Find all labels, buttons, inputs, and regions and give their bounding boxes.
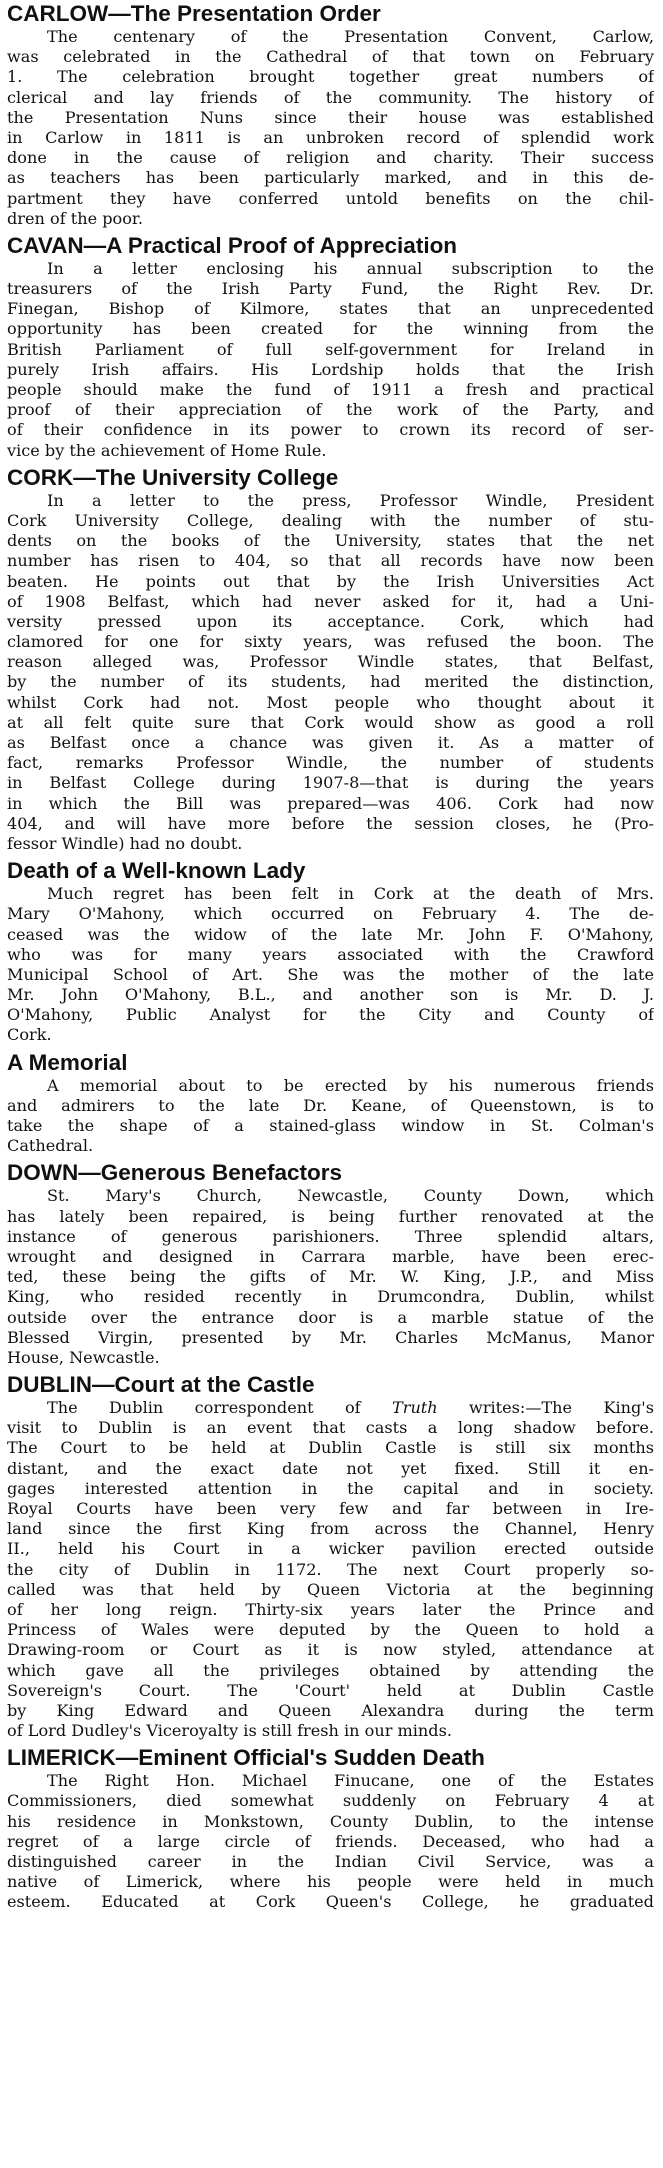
text-line: people should make the fund of 1911 a fresh and practical <box>7 380 654 399</box>
text-line: A memorial about to be erected by his numerous friends <box>47 1075 654 1095</box>
text-line: Royal Courts have been very few and far between in Ire- <box>7 1499 654 1518</box>
article-heading: CARLOW—The Presentation Order <box>7 1 381 26</box>
article-body <box>7 259 654 461</box>
text-line: the city of Dublin in 1172. The next Court properly so- <box>7 1559 654 1579</box>
article-heading: Death of a Well-known Lady <box>7 858 306 884</box>
text-line: number has risen to 404, so that all records have now been <box>7 551 654 571</box>
text-line: by the number of its students, had merited the distinction, <box>7 672 654 692</box>
article-memorial <box>7 1049 654 1157</box>
article-body <box>7 1398 654 1741</box>
article-death-well-known-lady <box>7 857 654 1046</box>
text-line: take the shape of a stained-glass window in St. Colman's <box>7 1116 654 1135</box>
article-body <box>7 27 654 229</box>
text-line: vice by the achievement of Home Rule. <box>7 440 327 460</box>
article-heading: DOWN—Generous Benefactors <box>7 1160 343 1186</box>
text-line: called was that held by Queen Victoria at the beginning <box>7 1579 654 1599</box>
article-carlow <box>7 0 654 229</box>
text-line: has lately been repaired, is being further renovated at the <box>7 1206 654 1226</box>
text-line: Much regret has been felt in Cork at the death of Mrs. <box>47 884 654 904</box>
article-heading: A Memorial <box>7 1049 128 1075</box>
text-line: outside over the entrance door is a marble statue of the <box>7 1307 654 1327</box>
text-line: partment they have conferred untold benefits on the chil- <box>7 188 654 208</box>
article-limerick <box>7 1744 654 1912</box>
text-line: The Right Hon. Michael Finucane, one of the Estates <box>47 1771 654 1791</box>
text-line: ceased was the widow of the late Mr. John F. O'Mahony, <box>7 924 654 944</box>
text-line: who was for many years associated with the Crawford <box>7 944 654 964</box>
text-line: visit to Dublin is an event that casts a long shadow before. <box>7 1418 654 1438</box>
text-line: In a letter to the press, Professor Windle, President <box>47 490 654 510</box>
text-line: gages interested attention in the capital and in society. <box>7 1478 654 1498</box>
article-body <box>7 1076 654 1157</box>
text-line: native of Limerick, where his people were held in much <box>7 1872 654 1892</box>
text-line: regret of a large circle of friends. Deceased, who had a <box>7 1831 654 1851</box>
text-line: O'Mahony, Public Analyst for the City and County of <box>7 1005 654 1025</box>
article-heading: CORK—The University College <box>7 464 339 490</box>
text-line: The Court to be held at Dublin Castle is still six months <box>7 1438 654 1458</box>
text-line: Municipal School of Art. She was the mother of the late <box>7 964 654 984</box>
text-line: clerical and lay friends of the community. The history of <box>7 87 654 107</box>
text-line: distinguished career in the Indian Civil Service, was a <box>7 1852 654 1871</box>
article-body <box>7 1771 654 1912</box>
text-line: reason alleged was, Professor Windle states, that Belfast, <box>7 652 654 672</box>
text-line: British Parliament of full self-government for Ireland in <box>7 339 654 359</box>
text-line: which gave all the privileges obtained by attending the <box>7 1660 654 1680</box>
text-line: at all felt quite sure that Cork would show as good a roll <box>7 712 654 732</box>
text-line: in Belfast College during 1907-8—that is during the years <box>7 773 654 793</box>
text-line: in which the Bill was prepared—was 406. Cork had now <box>7 793 654 813</box>
text-line: the Presentation Nuns since their house was established <box>7 107 654 127</box>
article-cork <box>7 464 654 854</box>
text-line: opportunity has been created for the winning from the <box>7 319 654 339</box>
text-line: by King Edward and Queen Alexandra during the term <box>7 1700 654 1720</box>
text-line: dents on the books of the University, states that the net <box>7 531 654 551</box>
text-line: Blessed Virgin, presented by Mr. Charles McManus, Manor <box>7 1327 654 1347</box>
text-line: of Lord Dudley's Viceroyalty is still fresh in our minds. <box>7 1721 452 1741</box>
text-line: Drawing-room or Court as it is now styled, attendance at <box>7 1640 654 1660</box>
text-line: of her long reign. Thirty-six years later the Prince and <box>7 1599 654 1619</box>
text-line: Cork. <box>7 1025 52 1045</box>
text-line: land since the first King from across the Channel, Henry <box>7 1519 654 1539</box>
text-line: Finegan, Bishop of Kilmore, states that an unprecedented <box>7 299 654 319</box>
text-line: distant, and the exact date not yet fixed. Still it en- <box>7 1458 654 1478</box>
text-line: House, Newcastle. <box>7 1347 160 1367</box>
text-line: Sovereign's Court. The 'Court' held at Dublin Castle <box>7 1680 654 1700</box>
text-line: Mary O'Mahony, which occurred on February 4. The de- <box>7 904 654 924</box>
text-line: clamored for one for sixty years, was refused the boon. The <box>7 632 654 652</box>
text-line: The Dublin correspondent of Truth writes:—The King's <box>47 1398 654 1418</box>
text-line: wrought and designed in Carrara marble, have been erec- <box>7 1246 654 1266</box>
text-line: fact, remarks Professor Windle, the number of students <box>7 753 654 773</box>
text-line: as Belfast once a chance was given it. As a matter of <box>7 733 654 752</box>
text-line: instance of generous parishioners. Three splendid altars, <box>7 1226 654 1246</box>
text-line: dren of the poor. <box>7 208 143 228</box>
text-line: The centenary of the Presentation Convent, Carlow, <box>47 27 654 46</box>
text-line: King, who resided recently in Drumcondra, Dublin, whilst <box>7 1287 654 1307</box>
text-line: St. Mary's Church, Newcastle, County Down, which <box>47 1186 654 1206</box>
text-line: 404, and will have more before the session closes, he (Pro- <box>7 813 654 833</box>
article-body <box>7 884 654 1046</box>
article-heading: CAVAN—A Practical Proof of Appreciation <box>7 232 458 258</box>
text-line: treasurers of the Irish Party Fund, the Right Rev. Dr. <box>7 279 654 299</box>
text-line: of 1908 Belfast, which had never asked for it, had a Uni- <box>7 591 654 611</box>
text-line: II., held his Court in a wicker pavilion erected outside <box>7 1539 654 1559</box>
text-line: In a letter enclosing his annual subscription to the <box>47 258 654 278</box>
article-dublin <box>7 1371 654 1741</box>
text-line: esteem. Educated at Cork Queen's College, he graduated <box>7 1892 654 1912</box>
article-body <box>7 1186 654 1368</box>
text-line: fessor Windle) had no doubt. <box>7 833 243 853</box>
text-line: Cathedral. <box>7 1136 94 1156</box>
text-line: as teachers has been particularly marked, and in this de- <box>7 168 654 188</box>
text-line: whilst Cork had not. Most people who thought about it <box>7 692 654 712</box>
article-down <box>7 1159 654 1368</box>
article-heading: DUBLIN—Court at the Castle <box>7 1372 315 1398</box>
text-line: done in the cause of religion and charity. Their success <box>7 148 654 168</box>
text-line: purely Irish affairs. His Lordship holds that the Irish <box>7 359 654 379</box>
text-line: Mr. John O'Mahony, B.L., and another son is Mr. D. J. <box>7 985 654 1005</box>
text-line: and admirers to the late Dr. Keane, of Queenstown, is to <box>7 1095 654 1115</box>
text-line: Princess of Wales were deputed by the Queen to hold a <box>7 1620 654 1640</box>
text-line: 1. The celebration brought together great numbers of <box>7 67 654 87</box>
text-line: his residence in Monkstown, County Dublin, to the intense <box>7 1811 654 1831</box>
publication-name: Truth <box>392 1398 438 1418</box>
text-line: beaten. He points out that by the Irish Universities Act <box>7 571 654 591</box>
text-line: versity pressed upon its acceptance. Cork, which had <box>7 611 654 631</box>
article-cavan <box>7 232 654 461</box>
article-heading: LIMERICK—Eminent Official's Sudden Death <box>7 1745 485 1771</box>
text-line: Commissioners, died somewhat suddenly on February 4 at <box>7 1791 654 1811</box>
text-line: was celebrated in the Cathedral of that town on February <box>7 47 654 67</box>
text-line: Cork University College, dealing with the number of stu- <box>7 510 654 530</box>
text-line: in Carlow in 1811 is an unbroken record of splendid work <box>7 127 654 147</box>
text-line: proof of their appreciation of the work of the Party, and <box>7 400 654 420</box>
text-line: of their confidence in its power to crown its record of ser- <box>7 420 654 440</box>
article-body <box>7 491 654 854</box>
text-line: ted, these being the gifts of Mr. W. King, J.P., and Miss <box>7 1267 654 1287</box>
